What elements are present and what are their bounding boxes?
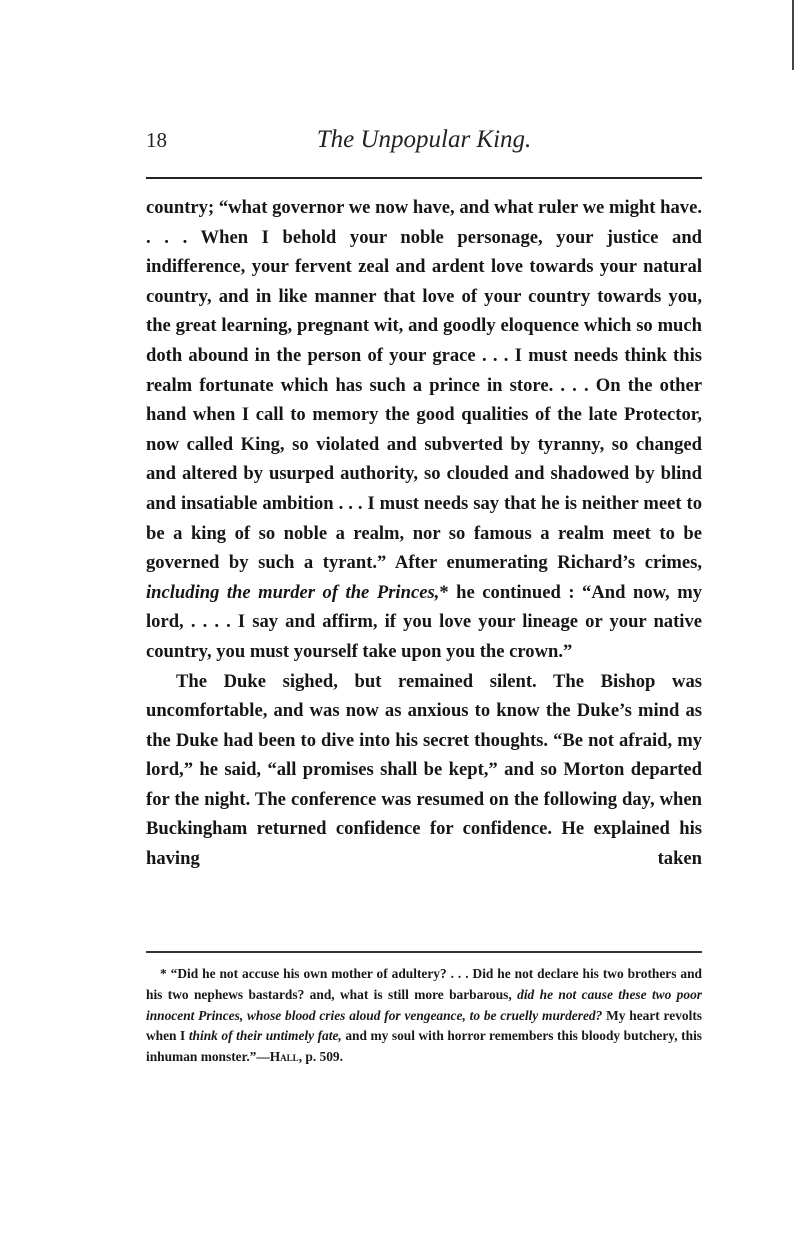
paragraph-1-italic: including the murder of the Princes, (146, 581, 440, 603)
paragraph-1-text-a: country; “what governor we now have, and what ruler we might have. . . . When I behold your noble personage, your justice and indifference, your fervent zeal and ardent love towards your natural country, and in like manner that love of your country towards you, the great learning, pregnant wit, and goodly eloquence which so much doth abound in the person of your grace . . . I must needs think this realm fortunate which has such a prince in store. . . . On the other hand when I call to memory the good qualities of the late Protector, now called King, so violated and subverted by tyranny, so changed and altered by usurped authority, so clouded and shadowed by blind and insatiable ambition . . . I must needs say that he is neither meet to be a king of so noble a realm, nor so famous a realm meet to be governed by such a tyrant.” After enumerating Richard’s crimes, (146, 197, 702, 574)
footnote-marker: * (160, 966, 167, 981)
footnote-text-1: “Did he not accuse his own mother of adultery? . . . Did he not declare his two brothers and his two nephews bastards? and, what is still more barbarous, (146, 966, 702, 1002)
footnote-text-3: and my soul with horror remembers this bloody butchery, this inhuman monster.”— (146, 1028, 702, 1065)
footnote-text-2: My heart revolts when I (146, 1007, 702, 1044)
footnote-page-ref: , p. 509. (298, 1049, 343, 1065)
paragraph-1 (146, 193, 702, 667)
page-edge-rule (792, 0, 794, 70)
footnote-italic-1: did he not cause these two poor innocent Princes, whose blood cries aloud for vengeance, to be cruelly murdered? (146, 986, 702, 1023)
paragraph-2: The Duke sighed, but remained silent. The Bishop was uncomfortable, and was now as anxious to know the Duke’s mind as the Duke had been to dive into his secret thoughts. “Be not afraid, my lord,” he said, “all promises shall be kept,” and so Morton departed for the night. The conference was resumed on the following day, when Buckingham returned confidence for confidence. He explained his having taken (146, 670, 702, 870)
footnote (146, 964, 702, 1068)
footnote-source: Hall (269, 1049, 299, 1065)
running-title: The Unpopular King. (316, 126, 532, 153)
paragraph-1-text-b: * he continued : “And now, my lord, . . . . I say and affirm, if you love your lineage or your native country, you must yourself take upon you the crown.” (146, 581, 702, 662)
header-rule (146, 177, 702, 179)
page-header (146, 126, 702, 160)
page-number: 18 (146, 128, 167, 152)
body-text (146, 193, 702, 874)
footnote-italic-2: think of their untimely fate, (188, 1028, 342, 1044)
footnote-rule (146, 951, 702, 953)
